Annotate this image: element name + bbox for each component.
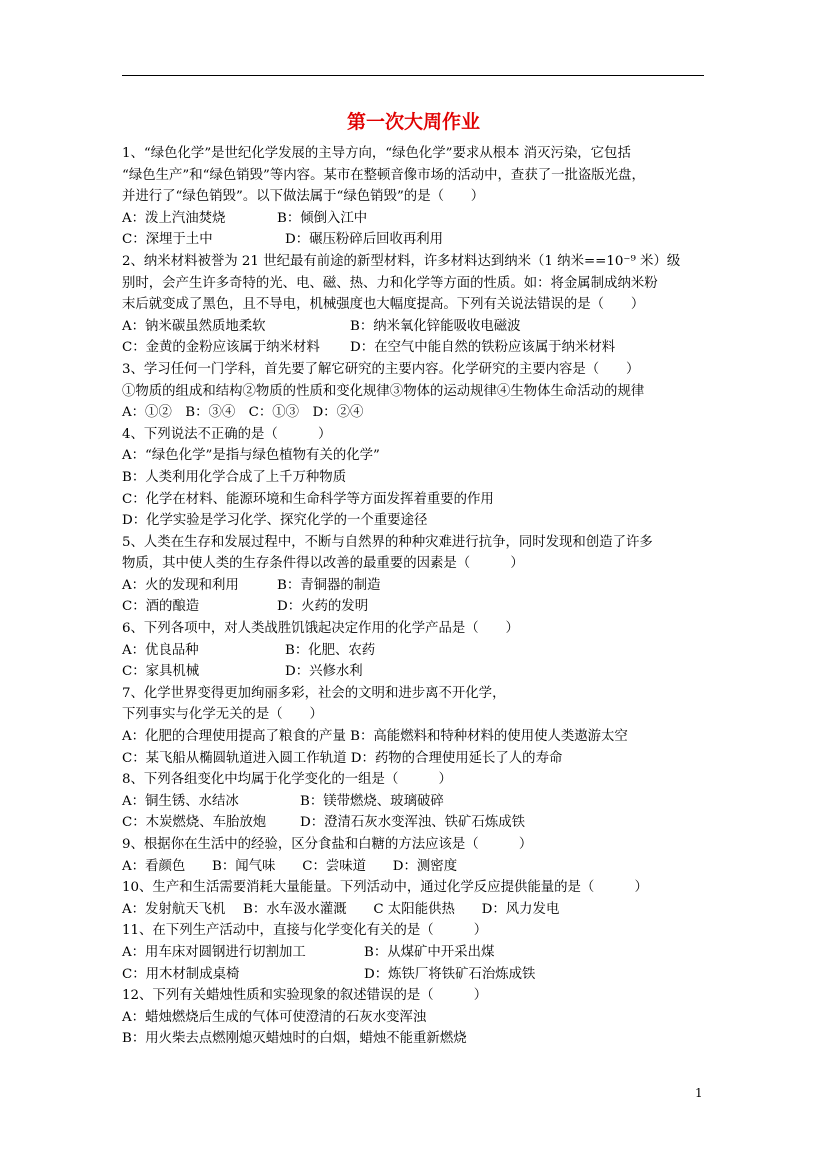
option-a: A：泼上汽油焚烧 [122,210,226,226]
option-c: C：家具机械 [122,664,200,680]
question-4-option-b: B：人类利用化学合成了上千万种物质 [122,469,347,485]
question-2-options-cd [122,337,712,359]
option-d: D：澄清石灰水变浑浊、铁矿石炼成铁 [300,815,525,831]
question-1-line-2: “绿色生产”和“绿色销毁”等内容。某市在整顿音像市场的活动中，查获了一批盗版光盘， [122,167,645,183]
question-5-line-1: 5、人类在生存和发展过程中，不断与自然界的种种灾难进行抗争，同时发现和创造了许多 [122,534,653,550]
option-b: B：倾倒入江中 [277,210,368,226]
question-6-options-cd [122,661,712,683]
question-11-line-1: 11、在下列生产活动中，直接与化学变化有关的是（ ） [122,923,488,939]
question-6-options-ab [122,640,712,662]
question-8-options-cd [122,812,712,834]
question-1-line-3: 并进行了“绿色销毁”。以下做法属于“绿色销毁”的是（ ） [122,189,485,205]
question-11-options-ab [122,942,712,964]
question-12-option-a: A：蜡烛燃烧后生成的气体可使澄清的石灰水变浑浊 [122,1009,427,1025]
option-a: A：钠米碳虽然质地柔软 [122,318,266,334]
question-1-line-1: 1、“绿色化学”是世纪化学发展的主导方向，“绿色化学”要求从根本 消灭污染，它包括 [122,146,631,161]
option-c: C：用木材制成桌椅 [122,966,240,982]
option-c: C：酒的酿造 [122,599,200,615]
header-rule [122,75,704,76]
question-6-line-1: 6、下列各项中，对人类战胜饥饿起决定作用的化学产品是（ ） [122,621,519,637]
option-c: C：深埋于土中 [122,232,213,248]
option-b: B：从煤矿中开采出煤 [364,944,495,960]
question-11-options-cd [122,964,712,986]
option-d: D：火药的发明 [277,599,369,615]
question-7-line-2: 下列事实与化学无关的是（ ） [122,707,323,723]
option-b: B：纳米氧化锌能吸收电磁波 [350,318,521,334]
question-3-line-2: ①物质的组成和结构②物质的性质和变化规律③物体的运动规律④生物体生命活动的规律 [122,383,645,399]
question-12-line-1: 12、下列有关蜡烛性质和实验现象的叙述错误的是（ ） [122,988,488,1004]
question-2-options-ab [122,316,712,338]
question-4-line-1: 4、下列说法不正确的是（ ） [122,426,332,442]
question-3-line-1: 3、学习任何一门学科，首先要了解它研究的主要内容。化学研究的主要内容是（ ） [122,361,640,377]
option-a: A：用车床对圆钢进行切割加工 [122,944,306,960]
question-5-options-cd [122,596,712,618]
question-list [122,143,712,1050]
question-7-line-1: 7、化学世界变得更加绚丽多彩，社会的文明和进步离不开化学， [122,685,506,701]
page-number: 1 [695,1086,703,1100]
question-7-options-ab: A：化肥的合理使用提高了粮食的产量 B：高能燃料和特种材料的使用使人类遨游太空 [122,729,628,745]
question-2-line-3: 末后就变成了黑色，且不导电，机械强度也大幅度提高。下列有关说法错误的是（ ） [122,297,645,313]
question-5-options-ab [122,575,712,597]
option-a: A：铜生锈、水结冰 [122,793,239,809]
question-5-line-2: 物质，其中使人类的生存条件得以改善的最重要的因素是（ ） [122,556,524,572]
question-9-line-1: 9、根据你在生活中的经验，区分食盐和白糖的方法应该是（ ） [122,837,533,852]
option-b: B：化肥、农药 [285,642,376,658]
option-d: D：碾压粉碎后回收再利用 [285,232,444,248]
question-8-options-ab [122,791,712,813]
option-b: B：镁带燃烧、玻璃破碎 [300,793,444,809]
option-a: A：火的发现和利用 [122,577,239,593]
question-8-line-1: 8、下列各组变化中均属于化学变化的一组是（ ） [122,772,452,788]
page-title: 第一次大周作业 [346,111,480,133]
option-b: B：青铜器的制造 [277,577,381,593]
option-d: D：在空气中能自然的铁粉应该属于纳米材料 [350,340,616,356]
option-c: C：木炭燃烧、车胎放炮 [122,815,267,831]
option-a: A：优良品种 [122,642,199,658]
option-c: C：金黄的金粉应该属于纳米材料 [122,340,320,356]
question-4-option-c: C：化学在材料、能源环境和生命科学等方面发挥着重要的作用 [122,491,494,507]
question-4-option-d: D：化学实验是学习化学、探究化学的一个重要途径 [122,513,428,529]
question-7-options-cd: C：某飞船从椭圆轨道进入圆工作轨道 D：药物的合理使用延长了人的寿命 [122,750,563,766]
question-10-line-1: 10、生产和生活需要消耗大量能量。下列活动中，通过化学反应提供能量的是（ ） [122,880,648,896]
question-2-line-1: 2、纳米材料被誉为 21 世纪最有前途的新型材料，许多材料达到纳米（1 纳米==10⁻⁹ 米）级 [122,253,681,269]
option-d: D：兴修水利 [285,664,363,680]
question-1-options-ab [122,208,712,230]
question-9-options: A：看颜色 B：闻气味 C：尝味道 D：测密度 [122,858,458,874]
question-2-line-2: 别时，会产生许多奇特的光、电、磁、热、力和化学等方面的性质。如：将金属制成纳米粉 [122,275,658,291]
question-3-options: A：①② B：③④ C：①③ D：②④ [122,405,364,421]
question-12-option-b: B：用火柴去点燃刚熄灭蜡烛时的白烟，蜡烛不能重新燃烧 [122,1031,467,1047]
question-1-options-cd [122,229,712,251]
option-d: D：炼铁厂将铁矿石治炼成铁 [364,966,536,982]
question-4-option-a: A：“绿色化学”是指与绿色植物有关的化学” [122,448,380,464]
question-10-options: A：发射航天飞机 B：水车汲水灌溉 C 太阳能供热 D：风力发电 [122,901,560,917]
